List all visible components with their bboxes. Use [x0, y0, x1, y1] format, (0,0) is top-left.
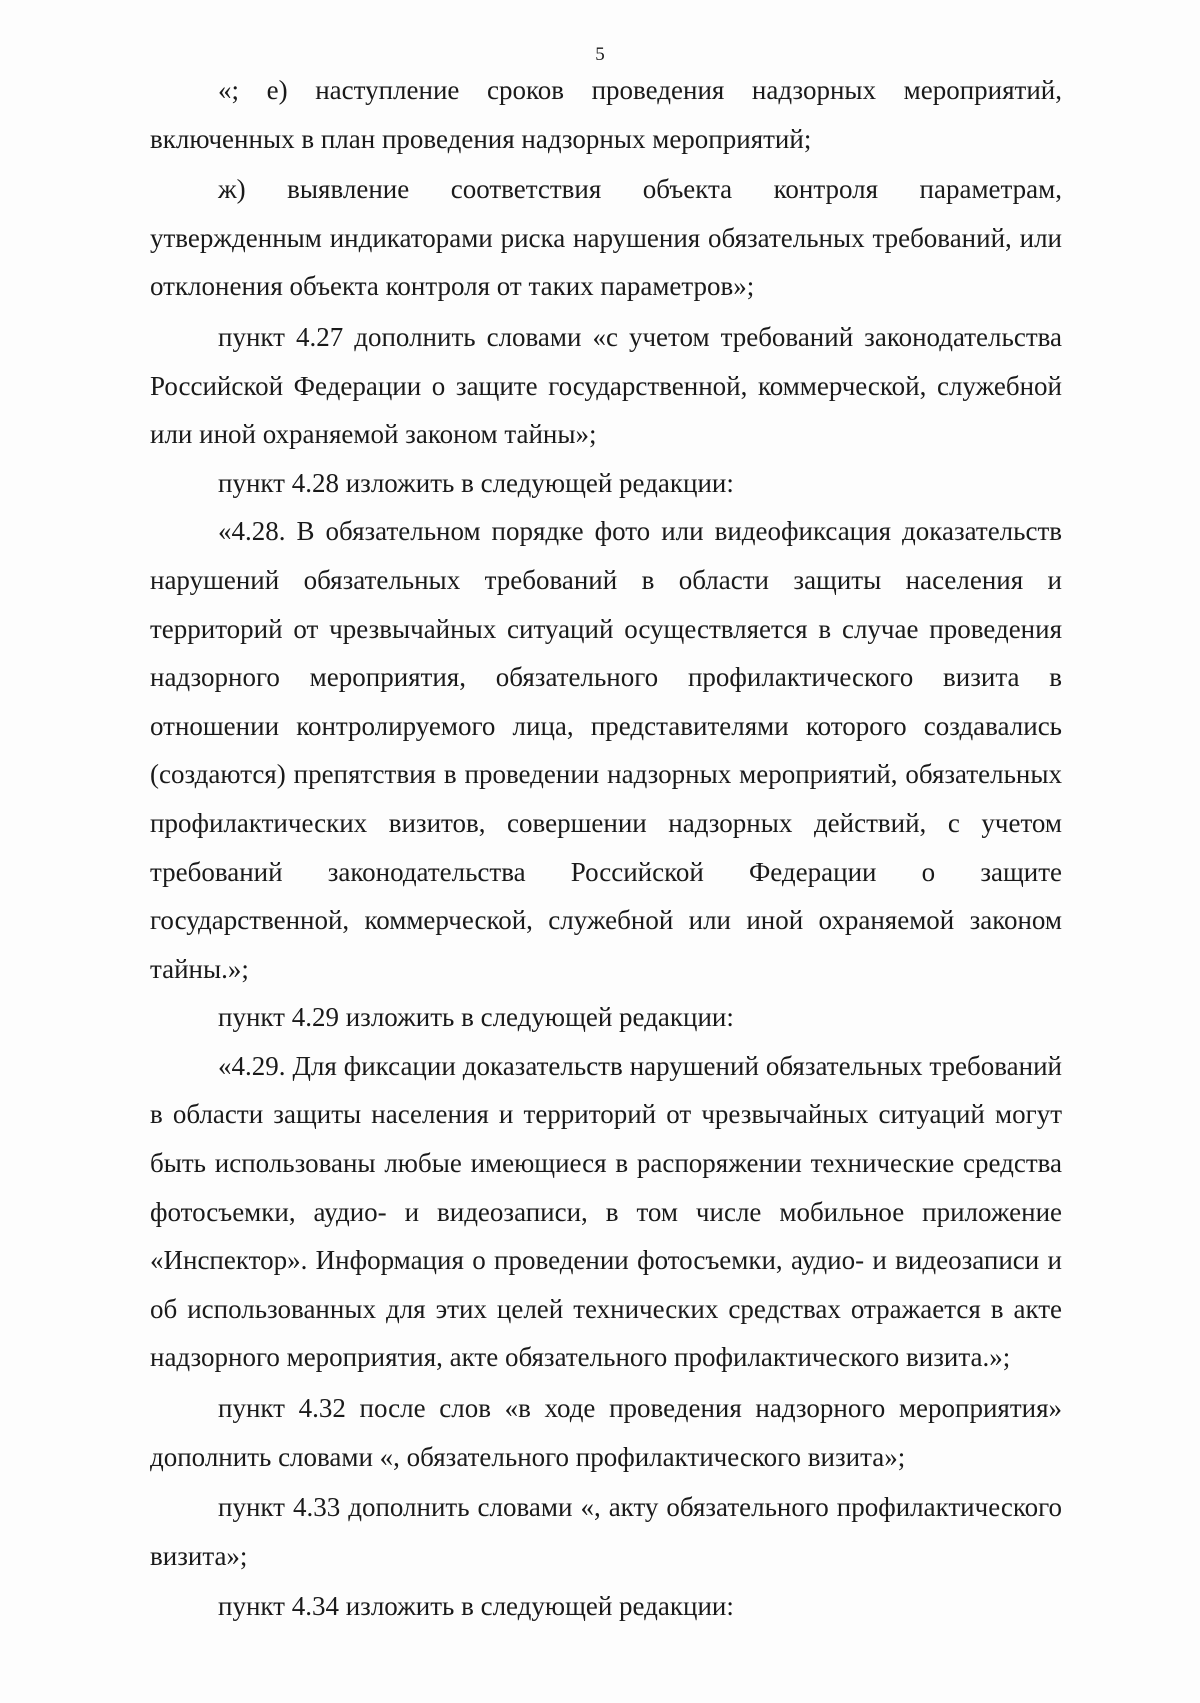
paragraph-point-4-27: пункт 4.27 дополнить словами «с учетом требований законодательства Российской Федерации о защите государственной, коммерческой, служебной или иной охраняемой законом тайны»; [150, 321, 1062, 450]
paragraph-point-4-28-text: «4.28. В обязательном порядке фото или видеофиксация доказательств нарушений обязательных требований в области защиты населения и территорий от чрезвычайных ситуаций осуществляется в случае проведения надзорного мероприятия, обязательного профилактического визита в отношении контролируемого лица, представителями которого создавались (создаются) препятствия в проведении надзорных мероприятий, обязательных профилактических визитов, совершении надзорных действий, с учетом требований законодательства Российской Федерации о защите государственной, коммерческой, служебной или иной охраняемой законом тайны.»; [150, 516, 1062, 984]
page-number: 5 [595, 44, 605, 65]
paragraph-point-4-34-intro: пункт 4.34 изложить в следующей редакции: [218, 1591, 734, 1622]
paragraph-point-4-29-text: «4.29. Для фиксации доказательств нарушений обязательных требований в области защиты населения и территорий от чрезвычайных ситуаций могут быть использованы любые имеющиеся в распоряжении технические средства фотосъемки, аудио- и видеозаписи, в том числе мобильное приложение «Инспектор». Информация о проведении фотосъемки, аудио- и видеозаписи и об использованных для этих целей технических средствах отражается в акте надзорного мероприятия, акте обязательного профилактического визита.»; [150, 1050, 1062, 1373]
paragraph-point-4-29-intro: пункт 4.29 изложить в следующей редакции: [218, 1002, 734, 1033]
paragraph-point-4-32: пункт 4.32 после слов «в ходе проведения надзорного мероприятия» дополнить словами «, обязательного профилактического визита»; [150, 1393, 1062, 1472]
paragraph-point-4-33: пункт 4.33 дополнить словами «, акту обязательного профилактического визита»; [150, 1492, 1062, 1571]
paragraph-item-e: «; е) наступление сроков проведения надзорных мероприятий, включенных в план проведения надзорных мероприятий; [150, 75, 1062, 154]
document-body [150, 66, 1062, 1631]
paragraph-point-4-28-intro: пункт 4.28 изложить в следующей редакции: [218, 467, 734, 498]
paragraph-item-zh: ж) выявление соответствия объекта контроля параметрам, утвержденным индикаторами риска нарушения обязательных требований, или отклонения объекта контроля от таких параметров»; [150, 174, 1062, 302]
